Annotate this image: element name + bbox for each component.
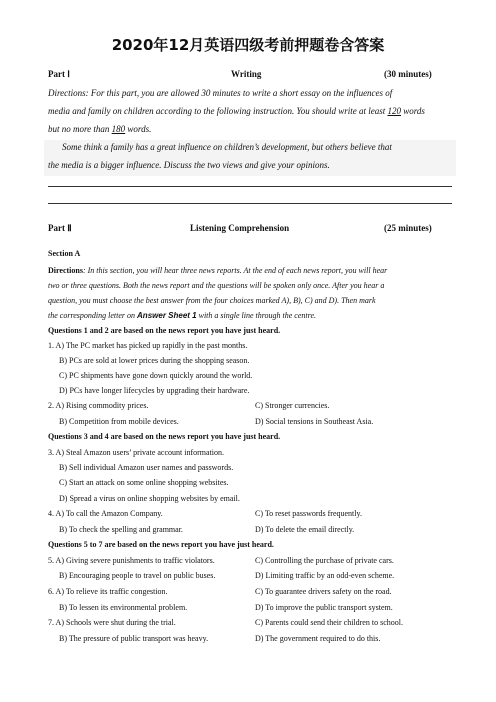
answer-rule-2 <box>48 203 452 204</box>
q6-option-b: B) To lessen its environmental problem. <box>59 603 188 612</box>
q7-option-a: 7. A) Schools were shut during the trial. <box>48 618 176 627</box>
q5-option-c: C) Controlling the purchase of private cars. <box>255 556 394 565</box>
q6-option-d: D) To improve the public transport system. <box>255 603 393 612</box>
q6-option-a: 6. A) To relieve its traffic congestion. <box>48 587 168 596</box>
part1-directions-line1: Directions: For this part, you are allowed 30 minutes to write a short essay on the influences of <box>48 88 393 98</box>
q5-option-d: D) Limiting traffic by an odd-even scheme. <box>255 571 395 580</box>
q3-option-a: 3. A) Steal Amazon users’ private account information. <box>48 448 225 457</box>
part2-name: Listening Comprehension <box>190 223 290 233</box>
part2-directions-line3: question, you must choose the best answer from the four choices marked A), B), C) and D). Then mark <box>48 296 376 305</box>
answer-rule-1 <box>48 186 452 187</box>
q5-option-b: B) Encouraging people to travel on public buses. <box>59 571 216 580</box>
writing-prompt-line1: Some think a family has a great influence on children’s development, but others believe that <box>62 142 392 152</box>
q2-option-b: B) Competition from mobile devices. <box>59 417 179 426</box>
q2-option-c: C) Stronger currencies. <box>255 401 330 410</box>
q7-option-c: C) Parents could send their children to school. <box>255 618 403 627</box>
part2-time: (25 minutes) <box>384 223 432 233</box>
question-group-3-4: Questions 3 and 4 are based on the news report you have just heard. <box>48 432 281 441</box>
q7-option-d: D) The government required to do this. <box>255 634 381 643</box>
part2-directions-line4-end: with a single line through the centre. <box>196 311 316 320</box>
q1-option-d: D) PCs have longer lifecycles by upgrading their hardware. <box>59 386 250 395</box>
directions-label: Directions <box>48 266 83 275</box>
part1-directions-line2-text: media and family on children according to the following instruction. You should write at least <box>48 106 388 116</box>
q4-option-d: D) To delete the email directly. <box>255 525 355 534</box>
q3-option-d: D) Spread a virus on online shopping websites by email. <box>59 494 240 503</box>
q1-option-a: 1. A) The PC market has picked up rapidly in the past months. <box>48 341 248 350</box>
part1-directions-line3-end: words. <box>125 124 152 134</box>
part2-directions-line1 <box>48 266 387 275</box>
q2-option-d: D) Social tensions in Southeast Asia. <box>255 417 374 426</box>
q5-option-a: 5. A) Giving severe punishments to traffic violators. <box>48 556 215 565</box>
part2-label: Part Ⅱ <box>48 223 72 233</box>
q7-option-b: B) The pressure of public transport was heavy. <box>59 634 209 643</box>
q3-option-b: B) Sell individual Amazon user names and passwords. <box>59 463 234 472</box>
document-title: 2020年12月英语四级考前押题卷含答案 <box>111 36 385 54</box>
q1-option-c: C) PC shipments have gone down quickly around the world. <box>59 371 253 380</box>
question-group-5-7: Questions 5 to 7 are based on the news report you have just heard. <box>48 540 274 549</box>
part2-directions-line4 <box>48 311 316 320</box>
part1-directions-line2 <box>48 106 425 116</box>
max-words: 180 <box>111 124 126 134</box>
part1-name: Writing <box>231 69 262 79</box>
q4-option-b: B) To check the spelling and grammar. <box>59 525 183 534</box>
writing-prompt-line2: the media is a bigger influence. Discuss the two views and give your opinions. <box>48 160 330 170</box>
section-a-heading: Section A <box>48 249 81 258</box>
q1-option-b: B) PCs are sold at lower prices during the shopping season. <box>59 356 250 365</box>
part1-directions-line3 <box>48 124 151 134</box>
question-group-1-2: Questions 1 and 2 are based on the news report you have just heard. <box>48 326 281 335</box>
q3-option-c: C) Start an attack on some online shopping websites. <box>59 478 229 487</box>
part1-label: Part Ⅰ <box>48 69 70 79</box>
part1-time: (30 minutes) <box>384 69 432 79</box>
part2-directions-line4-text: the corresponding letter on <box>48 311 138 320</box>
part1-directions-line2-end: words <box>401 106 425 116</box>
part1-directions-line3-text: but no more than <box>48 124 112 134</box>
q6-option-c: C) To guarantee drivers safety on the road. <box>255 587 392 596</box>
q2-option-a: 2. A) Rising commodity prices. <box>48 401 149 410</box>
min-words: 120 <box>387 106 401 116</box>
q4-option-a: 4. A) To call the Amazon Company. <box>48 509 163 518</box>
q4-option-c: C) To reset passwords frequently. <box>255 509 362 518</box>
part2-directions-line1-text: : In this section, you will hear three news reports. At the end of each news report, you will hear <box>82 266 388 275</box>
part2-directions-line2: two or three questions. Both the news report and the questions will be spoken only once. After you hear a <box>48 281 385 290</box>
answer-sheet-label: Answer Sheet 1 <box>137 311 197 320</box>
